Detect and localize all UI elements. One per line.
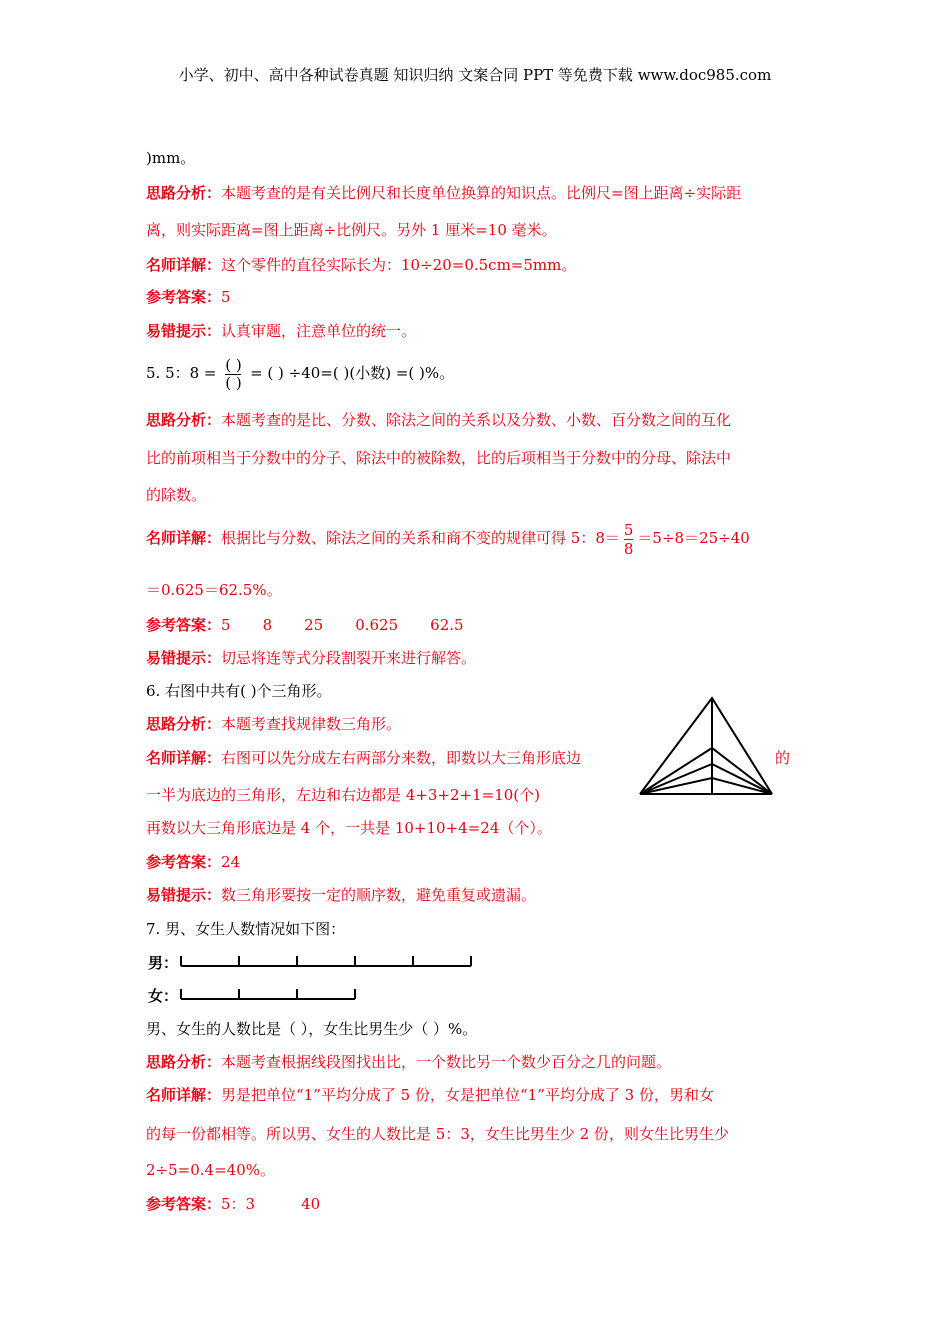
q5-detail-text-b: ＝5÷8＝25÷40 [637, 529, 750, 547]
q5-analysis-text-2: 比的前项相当于分数中的分子、除法中的被除数，比的后项相当于分数中的分母、除法中 [146, 449, 732, 467]
q6-question: 6. 右图中共有( )个三角形。 [146, 682, 332, 700]
q4-answer [146, 287, 231, 307]
q6-analysis [146, 714, 401, 734]
q7-analysis-text: 本题考查根据线段图找出比，一个数比另一个数少百分之几的问题。 [221, 1053, 672, 1071]
q5-tip-text: 切忌将连等式分段割裂开来进行解答。 [221, 649, 477, 667]
q4-analysis-text-1: 本题考查的是有关比例尺和长度单位换算的知识点。比例尺=图上距离÷实际距 [221, 184, 742, 202]
detail-label: 名师详解： [146, 749, 222, 767]
boys-bar [181, 956, 471, 966]
page-header: 小学、初中、高中各种试卷真题 知识归纳 文案合同 PPT 等免费下载 www.doc985.com [178, 66, 772, 84]
answer-label: 参考答案： [146, 853, 222, 871]
q7-question: 7. 男、女生人数情况如下图： [146, 920, 346, 938]
q5-frac-den: ( ) [225, 373, 242, 392]
q5-detail-num: 5 [623, 520, 634, 539]
q4-analysis [146, 183, 741, 203]
answer-label: 参考答案： [146, 288, 222, 306]
q5-answer-1: 5 [221, 616, 231, 634]
analysis-label: 思路分析： [146, 184, 222, 202]
q7-answer-1: 5：3 [221, 1195, 256, 1213]
q7-answer-2: 40 [301, 1195, 321, 1213]
girls-bar [181, 989, 355, 999]
q4-analysis-text-2: 离，则实际距离=图上距离÷比例尺。另外 1 厘米=10 毫米。 [146, 221, 557, 239]
q6-detail-text-1b: 的 [775, 749, 791, 767]
q5-answer-4: 0.625 [355, 616, 399, 634]
answer-label: 参考答案： [146, 616, 222, 634]
q4-tip [146, 321, 416, 341]
tip-label: 易错提示： [146, 322, 222, 340]
q7-detail-text-3: 2÷5=0.4=40%。 [146, 1161, 275, 1179]
q5-frac-num: ( ) [225, 355, 242, 374]
q5-analysis-text-1: 本题考查的是比、分数、除法之间的关系以及分数、小数、百分数之间的互化 [221, 411, 732, 429]
tip-label: 易错提示： [146, 649, 222, 667]
q5-prefix: 5. 5：8 = [146, 364, 217, 382]
analysis-label: 思路分析： [146, 411, 222, 429]
q7-line2: 男、女生的人数比是（ ），女生比男生少（ ）%。 [146, 1020, 478, 1038]
q5-answer-2: 8 [262, 616, 273, 634]
boys-label: 男： [148, 954, 179, 972]
tip-label: 易错提示： [146, 886, 222, 904]
detail-label: 名师详解： [146, 256, 222, 274]
analysis-label: 思路分析： [146, 715, 222, 733]
q5-answer-3: 25 [304, 616, 324, 634]
q5-answer [146, 615, 464, 635]
q5-detail [146, 514, 750, 562]
q5-detail-den: 8 [623, 539, 634, 558]
q6-tip [146, 885, 536, 905]
q6-analysis-text: 本题考查找规律数三角形。 [221, 715, 402, 733]
q7-analysis [146, 1052, 671, 1072]
q6-detail [146, 748, 581, 768]
triangle-figure [636, 694, 778, 798]
analysis-label: 思路分析： [146, 1053, 222, 1071]
q4-answer-value: 5 [221, 288, 231, 306]
q6-answer-value: 24 [221, 853, 241, 871]
q5-rest: = ( ) ÷40=( )(小数) =( )%。 [250, 364, 455, 382]
girls-label: 女： [148, 987, 179, 1005]
segment-diagram [180, 950, 490, 1005]
q5-analysis [146, 410, 731, 430]
q7-detail-text-2: 的每一份都相等。所以男、女生的人数比是 5：3，女生比男生少 2 份，则女生比男生少 [146, 1125, 729, 1143]
q6-tip-text: 数三角形要按一定的顺序数，避免重复或遗漏。 [221, 886, 537, 904]
q5-detail-text-a: 根据比与分数、除法之间的关系和商不变的规律可得 5：8＝ [221, 529, 620, 547]
q4-detail-text: 这个零件的直径实际长为：10÷20=0.5cm=5mm。 [221, 256, 577, 274]
q5-analysis-text-3: 的除数。 [146, 486, 207, 504]
q5-detail-fraction [624, 522, 634, 557]
q6-detail-text-2: 一半为底边的三角形，左边和右边都是 4+3+2+1=10(个) [146, 786, 541, 804]
answer-label: 参考答案： [146, 1195, 222, 1213]
q4-tail: )mm。 [146, 149, 196, 167]
q7-answer [146, 1194, 320, 1214]
q7-detail-text-1: 男是把单位“1”平均分成了 5 份，女是把单位“1”平均分成了 3 份，男和女 [221, 1086, 714, 1104]
q5-tip [146, 648, 476, 668]
detail-label: 名师详解： [146, 529, 222, 547]
q5-detail-text-c: ＝0.625＝62.5%。 [146, 581, 282, 599]
q6-detail-text-3: 再数以大三角形底边是 4 个，一共是 10+10+4=24（个）。 [146, 819, 552, 837]
q6-detail-text-1: 右图可以先分成左右两部分来数，即数以大三角形底边 [221, 749, 582, 767]
q7-detail [146, 1085, 714, 1105]
q4-tip-text: 认真审题，注意单位的统一。 [221, 322, 417, 340]
q4-detail [146, 255, 576, 275]
q5-question [146, 350, 454, 396]
detail-label: 名师详解： [146, 1086, 222, 1104]
q6-answer [146, 852, 240, 872]
q5-answer-5: 62.5 [430, 616, 464, 634]
q5-blank-fraction [225, 355, 242, 392]
